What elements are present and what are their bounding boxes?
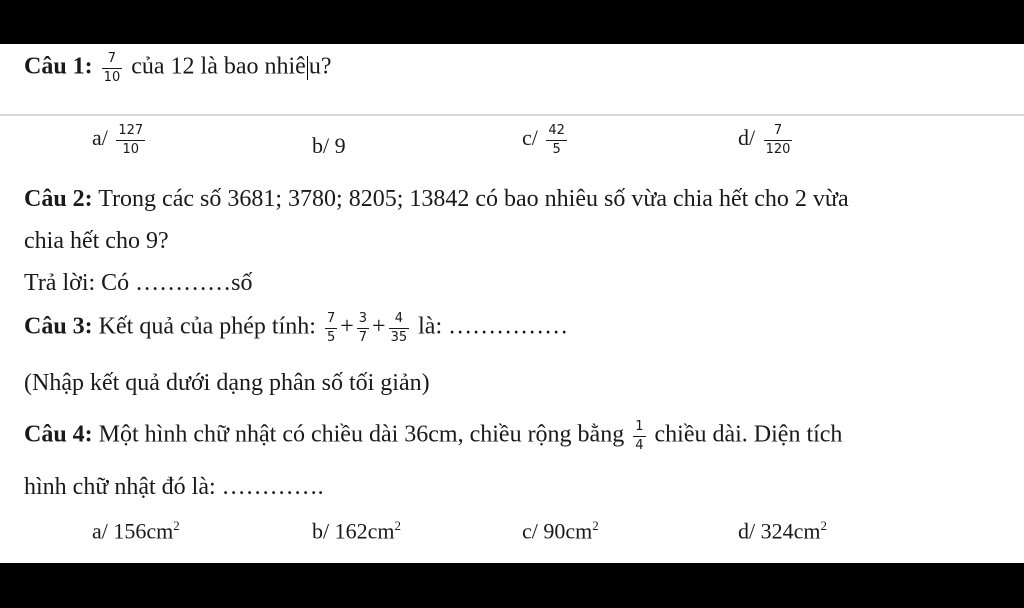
question-1-label: Câu 1: xyxy=(24,53,93,80)
fraction-denominator: 4 xyxy=(635,437,644,453)
fraction-denominator: 5 xyxy=(552,141,561,157)
fraction-numerator: 3 xyxy=(357,312,369,329)
unit-exponent: 2 xyxy=(173,518,180,533)
question-2-text: Trong các số 3681; 3780; 8205; 13842 có bao nhiêu số vừa chia hết cho 2 vừa xyxy=(98,186,849,212)
question-4-option-d[interactable] xyxy=(738,518,827,544)
fraction-numerator: 4 xyxy=(389,312,410,329)
question-1-text-end: u? xyxy=(308,53,332,80)
question-3-label: Câu 3: xyxy=(24,313,93,340)
question-1-option-b[interactable] xyxy=(312,133,346,159)
option-b-label: b/ 162cm xyxy=(312,518,395,544)
question-3-text: Kết quả của phép tính: xyxy=(98,313,316,340)
fraction-denominator: 120 xyxy=(765,141,791,157)
fraction-numerator: 7 xyxy=(764,124,793,141)
question-4-text: Một hình chữ nhật có chiều dài 36cm, chiều rộng bằng xyxy=(98,421,625,448)
option-d-label: d/ xyxy=(738,125,756,151)
question-2-label: Câu 2: xyxy=(24,186,93,212)
question-4-text-cont: chiều dài. Diện tích xyxy=(654,421,843,448)
question-3 xyxy=(24,312,568,344)
question-1-option-c[interactable] xyxy=(522,124,570,156)
question-2 xyxy=(24,186,849,213)
question-1-text: của 12 là bao nhiê xyxy=(131,53,306,80)
question-2-text-line-2: chia hết cho 9? xyxy=(24,228,169,254)
question-4-continued xyxy=(24,474,324,501)
fraction-denominator: 10 xyxy=(122,141,140,157)
question-3-fraction-1 xyxy=(325,312,337,344)
question-4-option-b[interactable] xyxy=(312,518,401,544)
option-d-label: d/ 324cm xyxy=(738,518,821,544)
question-3-answer-blank: là: …………… xyxy=(418,313,569,340)
question-3-fraction-2 xyxy=(357,312,369,344)
question-3-note-text: (Nhập kết quả dưới dạng phân số tối giản) xyxy=(24,370,430,396)
question-2-answer xyxy=(24,270,253,297)
question-4 xyxy=(24,420,842,452)
fraction-numerator: 7 xyxy=(102,52,123,69)
fraction-numerator: 127 xyxy=(116,124,145,141)
option-b-label: b/ 9 xyxy=(312,133,346,158)
question-4-label: Câu 4: xyxy=(24,421,93,448)
unit-exponent: 2 xyxy=(592,518,599,533)
option-c-label: c/ 90cm xyxy=(522,518,593,544)
question-3-note xyxy=(24,370,430,397)
question-4-option-c[interactable] xyxy=(522,518,599,544)
plus-sign: + xyxy=(372,313,386,340)
fraction-denominator: 5 xyxy=(326,329,336,345)
option-a-label: a/ xyxy=(92,125,108,151)
fraction-denominator: 10 xyxy=(103,69,121,85)
question-1-option-d[interactable] xyxy=(738,124,795,156)
question-2-continued xyxy=(24,228,169,255)
plus-sign: + xyxy=(340,313,354,340)
text-cursor xyxy=(307,56,308,80)
option-a-label: a/ 156cm xyxy=(92,518,174,544)
fraction-denominator: 7 xyxy=(358,329,368,345)
option-d-fraction xyxy=(764,124,793,156)
question-2-answer-line: Trả lời: Có …………số xyxy=(24,270,253,296)
unit-exponent: 2 xyxy=(820,518,827,533)
fraction-numerator: 7 xyxy=(325,312,337,329)
option-a-fraction xyxy=(116,124,145,156)
bottom-black-bar xyxy=(0,563,1024,608)
option-c-fraction xyxy=(546,124,567,156)
question-4-text-line-2: hình chữ nhật đó là: …………. xyxy=(24,474,324,500)
question-1-fraction xyxy=(102,52,123,84)
unit-exponent: 2 xyxy=(394,518,401,533)
fraction-numerator: 1 xyxy=(633,420,645,437)
fraction-numerator: 42 xyxy=(546,124,567,141)
question-1 xyxy=(24,52,331,84)
question-4-fraction xyxy=(633,420,645,452)
option-c-label: c/ xyxy=(522,125,538,151)
question-3-fraction-3 xyxy=(389,312,410,344)
fraction-denominator: 35 xyxy=(390,329,408,345)
question-1-option-a[interactable] xyxy=(92,124,148,156)
top-black-bar xyxy=(0,0,1024,44)
question-4-option-a[interactable] xyxy=(92,518,180,544)
